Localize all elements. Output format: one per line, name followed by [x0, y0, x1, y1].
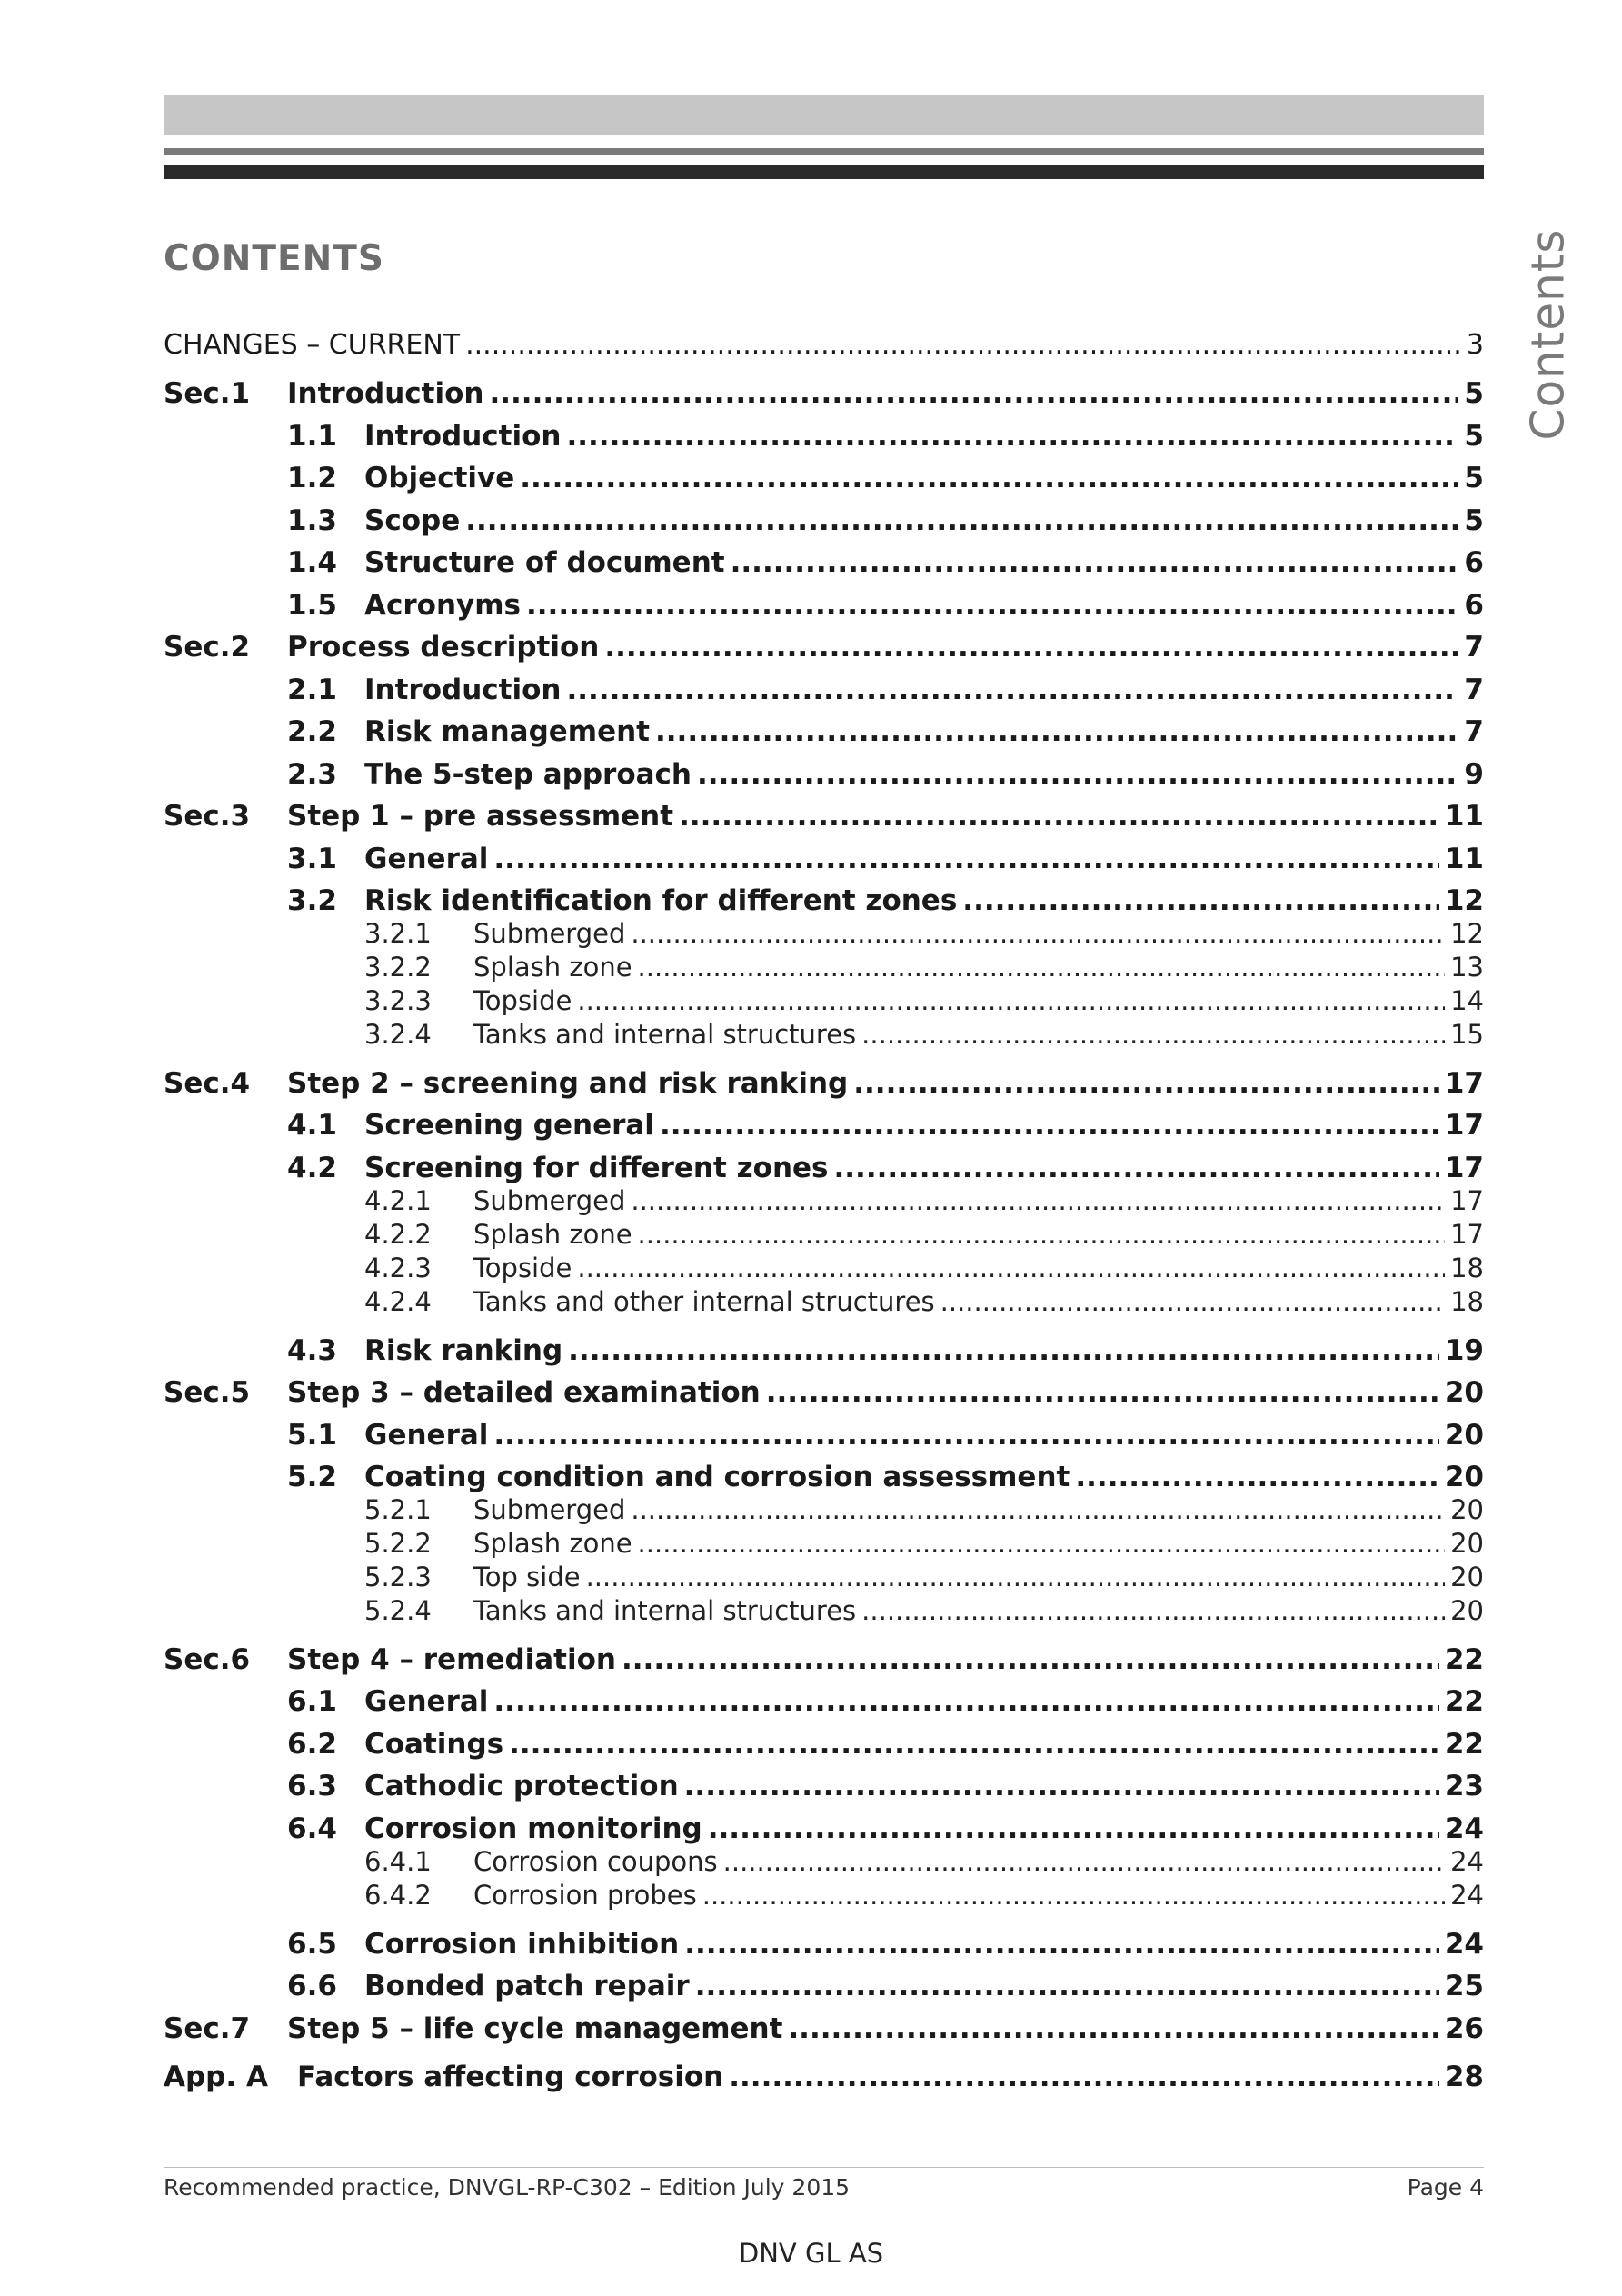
toc-dot-leader	[962, 884, 1439, 917]
toc-entry-number: 5.2	[287, 1461, 337, 1493]
toc-dot-leader	[520, 462, 1458, 494]
toc-page-number: 14	[1450, 985, 1484, 1016]
footer-company: DNV GL AS	[738, 2238, 884, 2269]
toc-entry[interactable]	[287, 1419, 1484, 1452]
toc-entry-number: 5.2.4	[364, 1595, 432, 1626]
toc-page-number: 25	[1444, 1970, 1484, 2002]
toc-entry-title: Acronyms	[364, 589, 521, 622]
toc-dot-leader	[861, 1595, 1445, 1626]
toc-entry-title: The 5-step approach	[364, 758, 692, 791]
toc-entry-number: 4.2.4	[364, 1286, 432, 1317]
toc-entry[interactable]	[287, 1812, 1484, 1845]
toc-dot-leader	[577, 985, 1445, 1016]
toc-entry-number: 4.2.3	[364, 1253, 432, 1283]
toc-entry-number: 2.3	[287, 758, 337, 791]
toc-entry[interactable]	[287, 1970, 1484, 2002]
toc-entry[interactable]	[164, 1643, 1484, 1676]
toc-page-number: 17	[1450, 1219, 1484, 1250]
toc-page-number: 5	[1464, 377, 1484, 410]
toc-entry[interactable]	[364, 952, 1484, 983]
toc-entry-number: 3.2.1	[364, 918, 432, 949]
toc-section-label: Sec.7	[164, 2012, 251, 2045]
toc-entry-number: 3.2.3	[364, 985, 432, 1016]
toc-entry-title: Corrosion monitoring	[364, 1812, 702, 1845]
side-tab-label: Contents	[1521, 228, 1574, 441]
toc-page-number: 13	[1450, 952, 1484, 983]
toc-entry[interactable]	[287, 1461, 1484, 1493]
footer-divider	[164, 2167, 1484, 2168]
toc-section-label: Sec.6	[164, 1643, 251, 1676]
toc-dot-leader	[638, 1528, 1446, 1559]
toc-dot-leader	[631, 918, 1445, 949]
toc-page-number: 7	[1464, 674, 1484, 706]
toc-entry[interactable]	[164, 631, 1484, 664]
toc-entry-title: Scope	[364, 504, 461, 537]
toc-dot-leader	[853, 1067, 1439, 1100]
toc-entry-title: Splash zone	[473, 1528, 632, 1559]
toc-dot-leader	[697, 758, 1458, 791]
toc-entry-number: 6.2	[287, 1728, 337, 1761]
toc-entry[interactable]	[287, 758, 1484, 791]
toc-entry-title: Step 3 – detailed examination	[287, 1376, 761, 1409]
toc-entry[interactable]	[364, 1528, 1484, 1559]
toc-entry-number: 4.1	[287, 1109, 337, 1142]
header-bar-light	[164, 95, 1484, 135]
toc-entry-title: Introduction	[364, 674, 562, 706]
toc-entry[interactable]	[364, 1286, 1484, 1317]
toc-entry[interactable]	[164, 1067, 1484, 1100]
toc-dot-leader	[695, 1970, 1439, 2002]
toc-entry-number: 5.2.1	[364, 1494, 432, 1525]
toc-dot-leader	[723, 1846, 1445, 1877]
toc-dot-leader	[655, 715, 1458, 748]
toc-entry-title: Corrosion coupons	[473, 1846, 718, 1877]
toc-entry[interactable]	[287, 884, 1484, 917]
toc-section-label: Sec.1	[164, 377, 251, 410]
toc-dot-leader	[788, 2012, 1438, 2045]
toc-entry-title: Objective	[364, 462, 515, 494]
toc-page-number: 11	[1444, 800, 1484, 833]
toc-entry-number: 1.5	[287, 589, 337, 622]
toc-page-number: 17	[1444, 1067, 1484, 1100]
toc-dot-leader	[509, 1728, 1439, 1761]
toc-dot-leader	[708, 1812, 1439, 1845]
toc-page-number: 20	[1450, 1595, 1484, 1626]
toc-entry-title: Coatings	[364, 1728, 504, 1761]
toc-entry-number: 2.2	[287, 715, 337, 748]
toc-entry-number: 3.2	[287, 884, 337, 917]
toc-entry[interactable]	[364, 985, 1484, 1016]
toc-dot-leader	[493, 1419, 1438, 1452]
toc-entry-title: Introduction	[287, 377, 484, 410]
toc-dot-leader	[834, 1152, 1439, 1184]
toc-dot-leader	[493, 1685, 1438, 1718]
toc-page-number: 6	[1464, 589, 1484, 622]
toc-section-label: App. A	[164, 2061, 268, 2093]
toc-entry-number: 1.4	[287, 546, 337, 579]
toc-entry-title: Tanks and internal structures	[473, 1019, 857, 1050]
toc-entry[interactable]	[287, 462, 1484, 494]
toc-section-label: Sec.4	[164, 1067, 251, 1100]
toc-entry[interactable]	[364, 1595, 1484, 1626]
toc-page-number: 18	[1450, 1286, 1484, 1317]
toc-entry[interactable]	[364, 1846, 1484, 1877]
toc-entry-number: 1.3	[287, 504, 337, 537]
toc-entry-title: Step 4 – remediation	[287, 1643, 616, 1676]
toc-dot-leader	[604, 631, 1458, 664]
toc-page-number: 20	[1444, 1419, 1484, 1452]
toc-entry-number: 6.3	[287, 1770, 337, 1802]
header-bar-mid	[164, 148, 1484, 155]
toc-entry[interactable]	[287, 1109, 1484, 1142]
toc-page-number: 7	[1464, 631, 1484, 664]
toc-dot-leader	[729, 2061, 1439, 2093]
toc-entry-title: General	[364, 1419, 489, 1452]
toc-dot-leader	[586, 1562, 1446, 1592]
toc-dot-leader	[631, 1185, 1445, 1216]
toc-entry[interactable]	[364, 918, 1484, 949]
toc-entry-title: Splash zone	[473, 952, 632, 983]
toc-page-number: 17	[1450, 1185, 1484, 1216]
toc-entry-title: Risk identification for different zones	[364, 884, 958, 917]
toc-entry-number: 6.6	[287, 1970, 337, 2002]
toc-page-number: 17	[1444, 1109, 1484, 1142]
toc-entry-title: Process description	[287, 631, 600, 664]
toc-page-number: 20	[1444, 1376, 1484, 1409]
toc-page-number: 22	[1444, 1643, 1484, 1676]
toc-entry-title: Structure of document	[364, 546, 725, 579]
toc-entry-number: 6.5	[287, 1928, 337, 1961]
toc-entry-title: Splash zone	[473, 1219, 632, 1250]
toc-entry[interactable]	[287, 715, 1484, 748]
toc-section-label: Sec.2	[164, 631, 251, 664]
toc-entry-title: Introduction	[364, 420, 562, 453]
toc-dot-leader	[684, 1770, 1439, 1802]
toc-entry-title: Step 5 – life cycle management	[287, 2012, 783, 2045]
toc-page-number: 5	[1464, 504, 1484, 537]
toc-entry-title: Corrosion inhibition	[364, 1928, 680, 1961]
toc-entry-title: Cathodic protection	[364, 1770, 679, 1802]
toc-page-number: 20	[1450, 1528, 1484, 1559]
toc-entry[interactable]	[287, 504, 1484, 537]
toc-entry-title: Tanks and other internal structures	[473, 1286, 935, 1317]
toc-entry[interactable]	[287, 1928, 1484, 1961]
toc-entry-title: Tanks and internal structures	[473, 1595, 857, 1626]
toc-entry-number: 3.1	[287, 843, 337, 875]
toc-entry[interactable]	[287, 674, 1484, 706]
footer-page-number: Page 4	[1407, 2174, 1484, 2201]
toc-entry-title: Corrosion probes	[473, 1880, 697, 1911]
toc-dot-leader	[861, 1019, 1445, 1050]
toc-page-number: 17	[1444, 1152, 1484, 1184]
toc-entry-number: 2.1	[287, 674, 337, 706]
toc-dot-leader	[568, 1334, 1439, 1367]
toc-page-number: 22	[1444, 1728, 1484, 1761]
toc-entry-number: 4.2	[287, 1152, 337, 1184]
toc-page-number: 5	[1464, 420, 1484, 453]
toc-page-number: 20	[1444, 1461, 1484, 1493]
toc-dot-leader	[731, 546, 1459, 579]
toc-page-number: 24	[1444, 1928, 1484, 1961]
toc-entry[interactable]	[164, 329, 1484, 361]
toc-dot-leader	[493, 843, 1438, 875]
toc-entry-title: Step 1 – pre assessment	[287, 800, 674, 833]
toc-entry-title: General	[364, 843, 489, 875]
toc-page-number: 18	[1450, 1253, 1484, 1283]
toc-entry[interactable]	[164, 1376, 1484, 1409]
toc-entry-number: 6.4	[287, 1812, 337, 1845]
toc-dot-leader	[489, 377, 1458, 410]
toc-entry-number: 5.1	[287, 1419, 337, 1452]
toc-page-number: 7	[1464, 715, 1484, 748]
toc-dot-leader	[940, 1286, 1445, 1317]
toc-entry-title: Risk management	[364, 715, 650, 748]
toc-page-number: 24	[1450, 1880, 1484, 1911]
toc-entry[interactable]	[364, 1219, 1484, 1250]
toc-entry-number: 6.4.2	[364, 1880, 432, 1911]
toc-page-number: 22	[1444, 1685, 1484, 1718]
toc-page-number: 20	[1450, 1494, 1484, 1525]
toc-entry[interactable]	[287, 1334, 1484, 1367]
toc-dot-leader	[702, 1880, 1445, 1911]
toc-entry-number: 1.1	[287, 420, 337, 453]
toc-page-number: 5	[1464, 462, 1484, 494]
toc-entry-title: Bonded patch repair	[364, 1970, 690, 2002]
page-title: CONTENTS	[164, 238, 384, 279]
toc-entry-title: Screening for different zones	[364, 1152, 829, 1184]
toc-dot-leader	[684, 1928, 1439, 1961]
toc-dot-leader	[566, 420, 1458, 453]
toc-dot-leader	[679, 800, 1439, 833]
toc-page-number: 12	[1450, 918, 1484, 949]
toc-entry[interactable]	[287, 1728, 1484, 1761]
toc-entry-number: 1.2	[287, 462, 337, 494]
toc-page-number: 28	[1444, 2061, 1484, 2093]
toc-entry-title: Submerged	[473, 918, 626, 949]
toc-entry[interactable]	[287, 1770, 1484, 1802]
toc-entry-number: 5.2.3	[364, 1562, 432, 1592]
toc-page-number: 24	[1450, 1846, 1484, 1877]
toc-page-number: 24	[1444, 1812, 1484, 1845]
toc-entry-number: 4.2.2	[364, 1219, 432, 1250]
toc-entry[interactable]	[364, 1880, 1484, 1911]
toc-dot-leader	[766, 1376, 1439, 1409]
toc-entry[interactable]	[287, 1685, 1484, 1718]
toc-entry-title: Factors affecting corrosion	[297, 2061, 724, 2093]
toc-entry[interactable]	[287, 420, 1484, 453]
toc-page-number: 3	[1466, 329, 1484, 361]
toc-entry[interactable]	[364, 1562, 1484, 1592]
toc-dot-leader	[638, 1219, 1446, 1250]
toc-entry-title: Top side	[473, 1562, 581, 1592]
toc-dot-leader	[638, 952, 1446, 983]
toc-entry[interactable]	[287, 843, 1484, 875]
toc-section-label: Sec.3	[164, 800, 251, 833]
toc-page-number: 6	[1464, 546, 1484, 579]
toc-entry-number: 3.2.4	[364, 1019, 432, 1050]
toc-entry-title: Risk ranking	[364, 1334, 563, 1367]
toc-page-number: 26	[1444, 2012, 1484, 2045]
toc-entry[interactable]	[364, 1253, 1484, 1283]
toc-dot-leader	[660, 1109, 1439, 1142]
toc-entry[interactable]	[164, 800, 1484, 833]
toc-entry[interactable]	[364, 1494, 1484, 1525]
toc-entry[interactable]	[287, 589, 1484, 622]
toc-entry-title: Screening general	[364, 1109, 654, 1142]
toc-page-number: 19	[1444, 1334, 1484, 1367]
toc-page-number: 9	[1464, 758, 1484, 791]
toc-entry-number: 5.2.2	[364, 1528, 432, 1559]
toc-dot-leader	[622, 1643, 1439, 1676]
toc-page-number: 23	[1444, 1770, 1484, 1802]
toc-dot-leader	[526, 589, 1458, 622]
toc-section-label: Sec.5	[164, 1376, 251, 1409]
toc-entry-title: Topside	[473, 1253, 572, 1283]
toc-page-number: 20	[1450, 1562, 1484, 1592]
toc-entry[interactable]	[287, 1152, 1484, 1184]
toc-entry-title: Submerged	[473, 1185, 626, 1216]
toc-entry-number: 4.2.1	[364, 1185, 432, 1216]
toc-entry[interactable]	[164, 2012, 1484, 2045]
toc-page-number: 15	[1450, 1019, 1484, 1050]
toc-entry[interactable]	[364, 1019, 1484, 1050]
toc-page-number: 11	[1444, 843, 1484, 875]
toc-dot-leader	[465, 329, 1461, 361]
toc-dot-leader	[566, 674, 1458, 706]
toc-entry-title: CHANGES – CURRENT	[164, 329, 461, 361]
toc-entry-title: Step 2 – screening and risk ranking	[287, 1067, 849, 1100]
toc-entry-number: 6.4.1	[364, 1846, 432, 1877]
toc-entry[interactable]	[164, 2061, 1484, 2093]
toc-entry-number: 4.3	[287, 1334, 337, 1367]
toc-dot-leader	[577, 1253, 1445, 1283]
toc-entry-number: 3.2.2	[364, 952, 432, 983]
toc-entry[interactable]	[287, 546, 1484, 579]
toc-dot-leader	[631, 1494, 1445, 1525]
toc-entry[interactable]	[364, 1185, 1484, 1216]
toc-entry-title: Coating condition and corrosion assessment	[364, 1461, 1070, 1493]
header-bar-dark	[164, 165, 1484, 179]
toc-dot-leader	[465, 504, 1458, 537]
footer-document-title: Recommended practice, DNVGL-RP-C302 – Edition July 2015	[164, 2174, 851, 2201]
toc-page-number: 12	[1444, 884, 1484, 917]
toc-entry-title: Topside	[473, 985, 572, 1016]
toc-entry-title: General	[364, 1685, 489, 1718]
toc-entry[interactable]	[164, 377, 1484, 410]
toc-dot-leader	[1075, 1461, 1439, 1493]
side-tab	[1520, 228, 1575, 441]
toc-entry-title: Submerged	[473, 1494, 626, 1525]
toc-entry-number: 6.1	[287, 1685, 337, 1718]
